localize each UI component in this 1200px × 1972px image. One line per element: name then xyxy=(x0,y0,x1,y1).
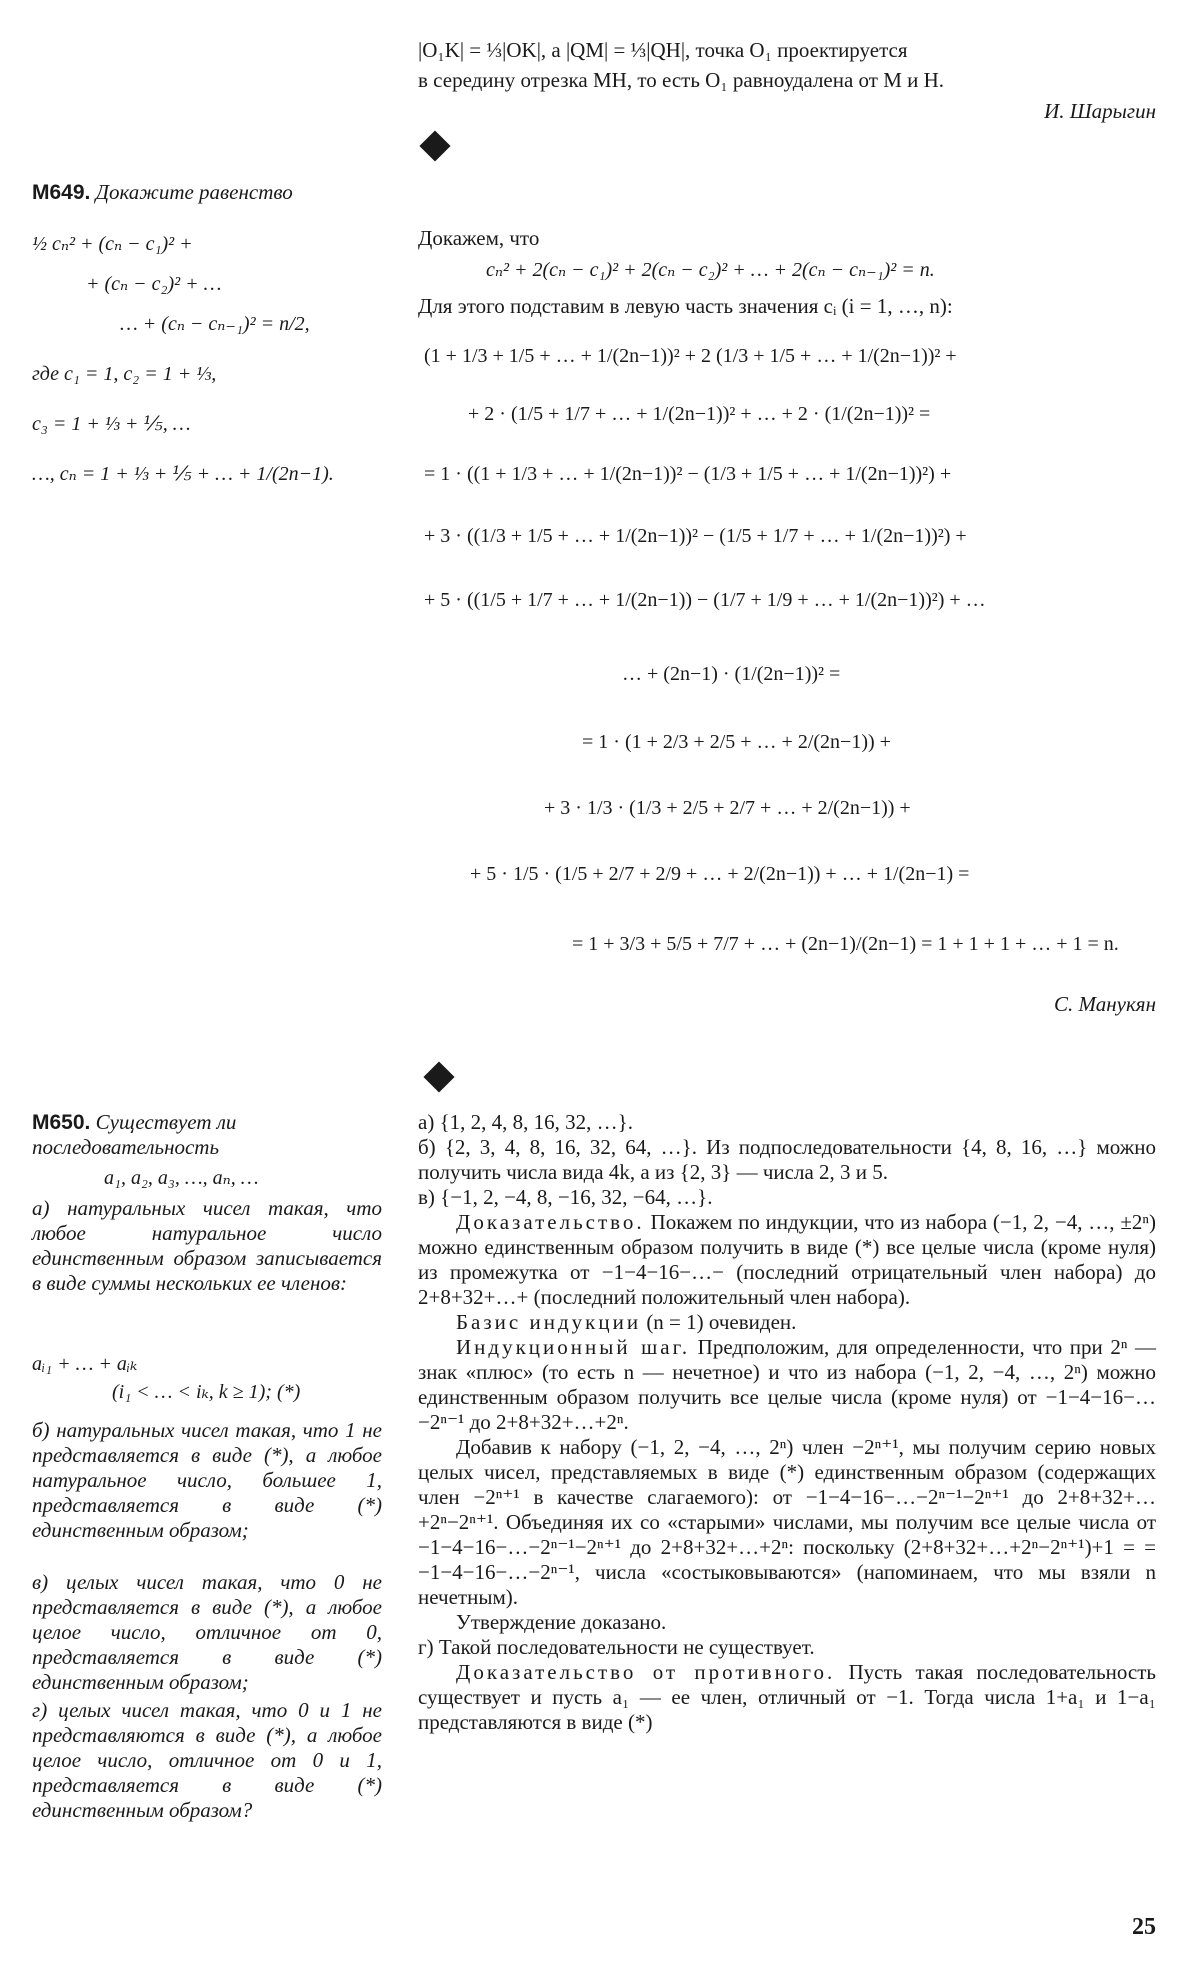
m649-statement-line: …, cₙ = 1 + ⅓ + ⅕ + … + 1/(2n−1). xyxy=(32,463,334,485)
m650-step-text: Предположим, для определенности, что при 2ⁿ — знак «плюс» (то есть n — нечетное) и что из набора (−1, 2, −4, …, 2ⁿ) можно единственным образом получить все целые числа (кроме нуля) от −1−4−16−…−2ⁿ⁻¹ до 2+8+32+…+2ⁿ. xyxy=(418,1335,1156,1434)
m650-question-intro: Существует ли последовательность xyxy=(32,1110,237,1159)
top-line-1: |O₁K| = ⅓|OK|, а |QM| = ⅓|QH|, точка O₁ проектируется xyxy=(418,38,908,62)
m649-label: М649. xyxy=(32,181,91,204)
m650-base-text: (n = 1) очевиден. xyxy=(646,1310,797,1334)
m650-answer-d: г) Такой последовательности не существует. xyxy=(418,1635,815,1659)
m650-step-word: Индукционный шаг. xyxy=(456,1335,691,1359)
m649-main-equation: cₙ² + 2(cₙ − c₁)² + 2(cₙ − c₂)² + … + 2(cₙ − cₙ₋₁)² = n. xyxy=(486,259,935,281)
m649-equation-line: + 2 · (1/5 + 1/7 + … + 1/(2n−1))² + … + 2 · (1/(2n−1))² = xyxy=(468,403,931,425)
m650-step-paragraph xyxy=(418,1335,1156,1435)
m649-statement-line: + (cₙ − c₂)² + … xyxy=(86,273,222,295)
m650-contra-word: Доказательство от противного. xyxy=(456,1660,836,1684)
m650-proof-text: Покажем по индукции, что из набора (−1, 2, −4, …, ±2ⁿ) можно единственным образом получить в виде (*) все целые числа (кроме нуля) из промежутка от −1−4−16−…− (последний отрицательный член набора) до 2+8+32+…+ (последний положительный член набора). xyxy=(418,1210,1157,1309)
section-diamond-icon xyxy=(419,130,450,161)
m650-sequence: a₁, a₂, a₃, …, aₙ, … xyxy=(104,1167,259,1189)
m650-question-a: а) натуральных чисел такая, что любое натуральное число единственным образом записывается в виде суммы нескольких ее членов: xyxy=(32,1196,382,1295)
m650-base-paragraph xyxy=(418,1310,1156,1335)
m650-problem xyxy=(32,1110,382,1160)
page-number: 25 xyxy=(1132,1914,1156,1940)
m650-proof-word: Доказательство. xyxy=(456,1210,645,1234)
m650-answer-a: а) {1, 2, 4, 8, 16, 32, …}. xyxy=(418,1110,633,1134)
m650-answer-b: б) {2, 3, 4, 8, 16, 32, 64, …}. Из подпоследовательности {4, 8, 16, …} можно получить числа вида 4k, а из {2, 3} — числа 2, 3 и 5. xyxy=(418,1135,1156,1184)
m649-equation-line: + 3 · 1/3 · (1/3 + 2/5 + 2/7 + … + 2/(2n−1)) + xyxy=(544,797,911,819)
m649-statement-line: … + (cₙ − cₙ₋₁)² = n/2, xyxy=(120,313,310,335)
m649-equation-line: = 1 · (1 + 2/3 + 2/5 + … + 2/(2n−1)) + xyxy=(582,731,891,753)
top-line-2: в середину отрезка MH, то есть O₁ равноудалена от M и H. xyxy=(418,68,945,92)
m650-question-b: б) натуральных чисел такая, что 1 не представляется в виде (*), а любое натуральное число, большее 1, представляется в виде (*) единственным образом; xyxy=(32,1418,382,1542)
m650-contra-text: Пусть такая последовательность существует и пусть a₁ — ее член, отличный от −1. Тогда числа 1+a₁ и 1−a₁ представляются в виде (*) xyxy=(418,1660,1156,1734)
top-signature: И. Шарыгин xyxy=(1044,99,1156,123)
m650-solution xyxy=(418,1110,1156,1735)
m650-question-c: в) целых чисел такая, что 0 не представляется в виде (*), а любое целое число, отличное от 0, представляется в виде (*) единственным образом; xyxy=(32,1570,382,1694)
m650-formula-conditions: (i₁ < … < iₖ, k ≥ 1); (*) xyxy=(112,1381,301,1403)
m650-answer-c: в) {−1, 2, −4, 8, −16, 32, −64, …}. xyxy=(418,1185,713,1209)
m649-equation-line: + 5 · ((1/5 + 1/7 + … + 1/(2n−1)) − (1/7 + 1/9 + … + 1/(2n−1))²) + … xyxy=(424,589,986,611)
m650-contra-paragraph xyxy=(418,1660,1156,1735)
m649-equation-line: (1 + 1/3 + 1/5 + … + 1/(2n−1))² + 2 (1/3 + 1/5 + … + 1/(2n−1))² + xyxy=(424,345,957,367)
m649-equation-line: = 1 · ((1 + 1/3 + … + 1/(2n−1))² − (1/3 + 1/5 + … + 1/(2n−1))²) + xyxy=(424,463,952,485)
m649-problem xyxy=(32,180,392,205)
m649-equation-line: = 1 + 3/3 + 5/5 + 7/7 + … + (2n−1)/(2n−1) = 1 + 1 + 1 + … + 1 = n. xyxy=(572,933,1119,955)
m650-base-word: Базис индукции xyxy=(456,1310,642,1334)
m650-question-d: г) целых чисел такая, что 0 и 1 не представляются в виде (*), а любое целое число, отличное от 0 и 1, представляется в виде (*) единственным образом? xyxy=(32,1698,382,1822)
m649-statement-title: Докажите равенство xyxy=(95,180,293,204)
m649-signature: С. Манукян xyxy=(1054,992,1156,1016)
m650-proved: Утверждение доказано. xyxy=(456,1610,667,1634)
m649-equation-line: … + (2n−1) · (1/(2n−1))² = xyxy=(622,663,841,685)
m649-statement-line: ½ cₙ² + (cₙ − c₁)² + xyxy=(32,233,193,255)
m650-add-paragraph: Добавив к набору (−1, 2, −4, …, 2ⁿ) член −2ⁿ⁺¹, мы получим серию новых целых чисел, представляемых в виде (*) единственным образом (содержащих член −2ⁿ⁺¹ в качестве слагаемого): от −1−4−16−…−2ⁿ⁻¹−2ⁿ⁺¹ до 2+8+32+…+2ⁿ−2ⁿ⁺¹. Объединяя их со «старыми» числами, мы получим все целые числа от −1−4−16−…−2ⁿ⁻¹−2ⁿ⁺¹ до 2+8+32+…+2ⁿ: поскольку (2+8+32+…+2ⁿ−2ⁿ⁺¹)+1 = = −1−4−16−…−2ⁿ⁻¹, числа «состыковываются» (напоминаем, что мы взяли n нечетным). xyxy=(418,1435,1156,1609)
m649-equation-line: + 5 · 1/5 · (1/5 + 2/7 + 2/9 + … + 2/(2n−1)) + … + 1/(2n−1) = xyxy=(470,863,970,885)
m650-proof-paragraph xyxy=(418,1210,1156,1310)
section-diamond-icon xyxy=(423,1061,454,1092)
m649-substitution-text: Для этого подставим в левую часть значения cᵢ (i = 1, …, n): xyxy=(418,294,953,318)
m649-equation-line: + 3 · ((1/3 + 1/5 + … + 1/(2n−1))² − (1/5 + 1/7 + … + 1/(2n−1))²) + xyxy=(424,525,967,547)
m649-proof-intro: Докажем, что xyxy=(418,226,540,250)
m649-statement-line: где c₁ = 1, c₂ = 1 + ⅓, xyxy=(32,363,217,385)
m649-statement-line: c₃ = 1 + ⅓ + ⅕, … xyxy=(32,413,191,435)
m650-label: М650. xyxy=(32,1111,91,1134)
m650-formula: aᵢ₁ + … + aᵢₖ xyxy=(32,1353,138,1375)
